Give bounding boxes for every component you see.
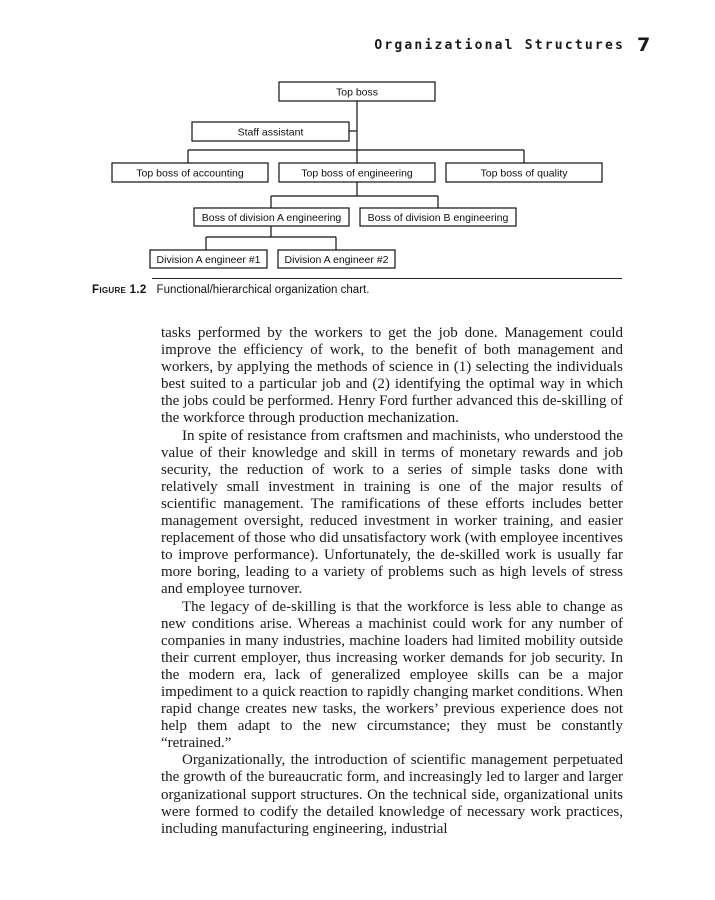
org-label-accounting: Top boss of accounting [136, 167, 244, 180]
paragraph: Organizationally, the introduction of scientific management perpetuated the growth of the bureaucratic form, and increasingly led to larger and larger organizational support structures. On the technical side, organizational units were formed to codify the detailed knowledge of necessary work practices, including manufacturing engineering, industrial [161, 752, 623, 837]
running-head-title: Organizational Structures [374, 38, 625, 53]
org-label-engineer-2: Division A engineer #2 [284, 254, 389, 266]
paragraph: The legacy of de-skilling is that the workforce is less able to change as new conditions arise. Whereas a machinist could work for any number of companies in many industries, machine loaders had limited mobility outside their current employer, thus increasing worker demands for job security. In the modern era, lack of generalized employee skills can be a major impediment to a quick reaction to rapidly changing market conditions. When rapid change creates new tasks, the workers’ previous experience does not help them adapt to the new circumstance; they must be constantly “retrained.” [161, 598, 623, 752]
org-label-division-a: Boss of division A engineering [201, 212, 342, 224]
figure-caption-text: Functional/hierarchical organization chart. [156, 284, 370, 296]
org-box-top-boss [279, 82, 435, 101]
org-box-accounting [112, 163, 268, 182]
org-label-engineering: Top boss of engineering [301, 167, 413, 180]
paragraph: tasks performed by the workers to get the job done. Management could improve the efficiency of work, to the benefit of both management and workers, by applying the methods of science in (1) selecting the individuals best suited to a particular job and (2) identifying the optimal way in which the jobs could be performed. Henry Ford further advanced this de-skilling of the workforce through production mechanization. [161, 325, 623, 427]
org-box-engineering [279, 163, 435, 182]
figure-label: Figure 1.2 [92, 284, 147, 296]
paragraph: In spite of resistance from craftsmen and machinists, who understood the value of their knowledge and skill in terms of monetary rewards and job security, the reduction of work to a series of simple tasks done with relatively small investment in training is one of the major results of scientific management. The ramifications of these efforts includes better management oversight, reduced investment in worker training, and easier replacement of those who did unsatisfactory work (with employee incentives to improve performance). Unfortunately, the de-skilled work is usually far more boring, leading to a variety of problems such as high levels of stress and employee turnover. [161, 427, 623, 598]
org-box-engineer-1 [150, 250, 267, 268]
org-label-engineer-1: Division A engineer #1 [156, 254, 261, 266]
org-box-staff-assistant [192, 122, 349, 141]
org-box-engineer-2 [278, 250, 395, 268]
body-text [161, 325, 623, 838]
org-label-quality: Top boss of quality [480, 167, 568, 180]
org-label-division-b: Boss of division B engineering [367, 212, 509, 224]
figure-caption [92, 284, 369, 296]
org-box-division-a [194, 208, 349, 226]
org-label-top-boss: Top boss [335, 86, 379, 99]
org-label-staff-assistant: Staff assistant [237, 126, 304, 139]
org-chart [0, 0, 715, 280]
org-box-quality [446, 163, 602, 182]
figure-rule [152, 278, 622, 279]
org-box-division-b [360, 208, 516, 226]
page-number: 7 [637, 34, 651, 56]
